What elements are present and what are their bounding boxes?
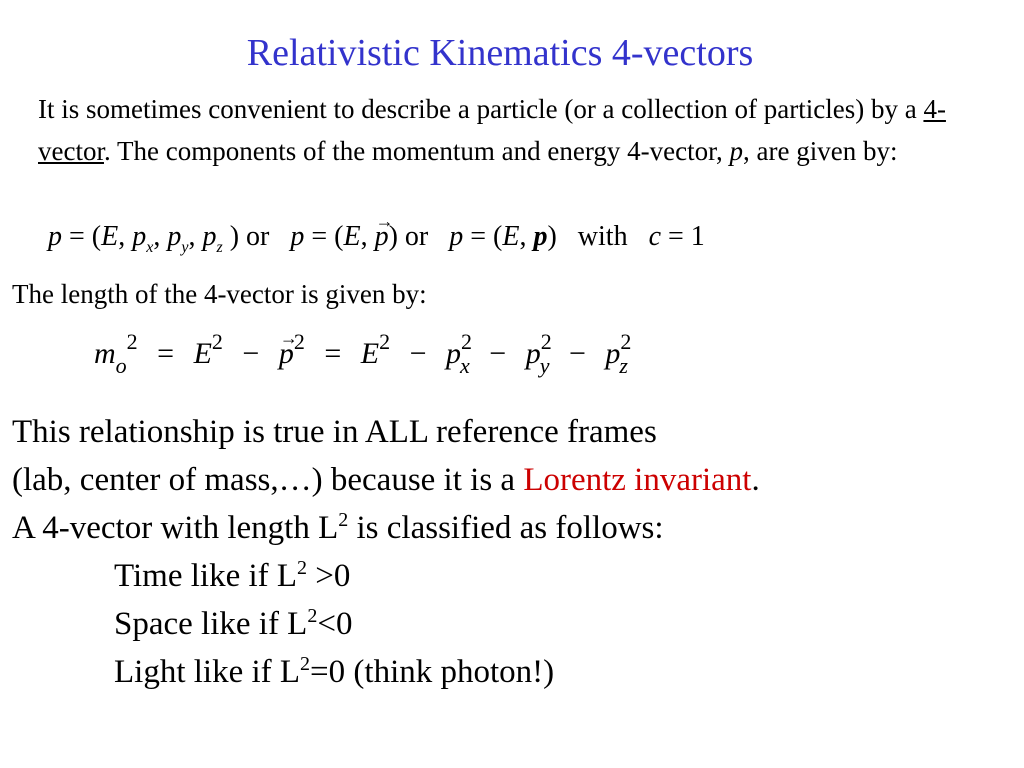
eq1c-p-bold: p (533, 221, 548, 252)
eq1b-comma: , (360, 221, 375, 252)
length-statement: The length of the 4-vector is given by: (12, 279, 427, 309)
eq1-p: p (48, 221, 62, 252)
eq2-sup-5: 2 (461, 329, 473, 354)
eq2-sup-1: 2 (126, 329, 138, 354)
eq1c-eq: = ( (463, 221, 503, 252)
eq1-py: p (167, 221, 182, 252)
eq1-sub-x: x (146, 239, 154, 256)
eq2-E: E (193, 337, 212, 370)
classification-text (12, 408, 760, 696)
space-like-line (12, 600, 760, 648)
eq1-one: = 1 (661, 221, 705, 252)
eq1c-comma: , (519, 221, 534, 252)
intro-var-p: p (729, 136, 743, 166)
eq2-sub-z: z (619, 353, 628, 378)
time-like-sup: 2 (297, 557, 308, 579)
eq1-sub-z: z (216, 239, 223, 256)
eq1-or-2: or (404, 221, 429, 252)
eq1-px: p (132, 221, 147, 252)
eq1-eq: = ( (62, 221, 102, 252)
eq1-comma3: , (188, 221, 203, 252)
classification-intro-line (12, 504, 760, 552)
eq2-p-vector: → p (279, 330, 294, 378)
light-like-line (12, 648, 760, 696)
eq2-sub-o: o (115, 353, 127, 378)
eq1b-E: E (343, 221, 361, 252)
eq1b-p-vector: → p (375, 217, 389, 257)
eq2-sup-4: 2 (379, 329, 391, 354)
eq1-with: with (577, 221, 628, 252)
classification-sup: 2 (338, 509, 349, 531)
eq1-comma2: , (153, 221, 168, 252)
space-like-text: Space like if L (114, 606, 308, 642)
lorentz-invariant-term: Lorentz invariant (523, 462, 752, 498)
space-like-condition: <0 (317, 606, 353, 642)
eq2-sup-7: 2 (620, 329, 632, 354)
lorentz-line-text: (lab, center of mass,…) because it is a (12, 462, 524, 498)
space-like-sup: 2 (307, 605, 318, 627)
eq2-sup-3: 2 (293, 329, 305, 354)
eq2-pz: p (605, 337, 621, 370)
eq1-close: ) (222, 221, 240, 252)
lorentz-line-period: . (751, 462, 760, 498)
eq1-comma: , (118, 221, 133, 252)
intro-text-2: . The components of the momentum and energy 4-vector, (103, 136, 730, 166)
classification-text-b: is classified as follows: (348, 510, 664, 546)
time-like-condition: >0 (307, 558, 351, 594)
eq2-px: p (446, 337, 462, 370)
intro-text-3: , are given by: (743, 136, 898, 166)
light-like-sup: 2 (300, 653, 311, 675)
eq1-sub-y: y (181, 239, 189, 256)
time-like-line (12, 552, 760, 600)
lorentz-line (12, 456, 760, 504)
eq1-pz: p (202, 221, 217, 252)
eq2-sub-x: x (460, 353, 470, 378)
classification-text-a: A 4-vector with length L (12, 510, 339, 546)
time-like-text: Time like if L (114, 558, 298, 594)
intro-paragraph (38, 88, 988, 172)
eq1b-p: p (290, 221, 305, 252)
light-like-condition: =0 (think photon!) (310, 654, 555, 690)
four-vector-equation: p = (E, $p_x$, $p_y$, $p_z$ ) or p = (E, → p) or p = (E, p) with c = 1 (48, 217, 705, 268)
four-vector-term: 4-vector (38, 94, 946, 166)
intro-text-1: It is sometimes convenient to describe a particle (or a collection of particles) by a (38, 94, 924, 124)
eq1c-p: p (449, 221, 464, 252)
eq1-or-1: or (246, 221, 270, 252)
eq1-E: E (101, 221, 119, 252)
eq1-c: c (648, 221, 662, 252)
slide-title: Relativistic Kinematics 4-vectors (246, 32, 754, 74)
eq2-E2: E (360, 337, 380, 370)
light-like-text: Light like if L (114, 654, 301, 690)
eq2-sub-y: y (539, 353, 550, 378)
eq1c-E: E (502, 221, 520, 252)
eq2-sup-2: 2 (211, 329, 223, 354)
eq1b-eq: = ( (304, 221, 344, 252)
invariant-mass-equation: $m_o^2 = E^2$ − → $p^2 = E^2 - p^2_x - p^2_y - p^2_z$ (94, 318, 628, 390)
invariance-line: This relationship is true in ALL reference frames (12, 414, 657, 450)
eq2-sup-6: 2 (540, 329, 552, 354)
eq2-py: p (525, 337, 541, 370)
eq2-m: m (94, 337, 116, 370)
